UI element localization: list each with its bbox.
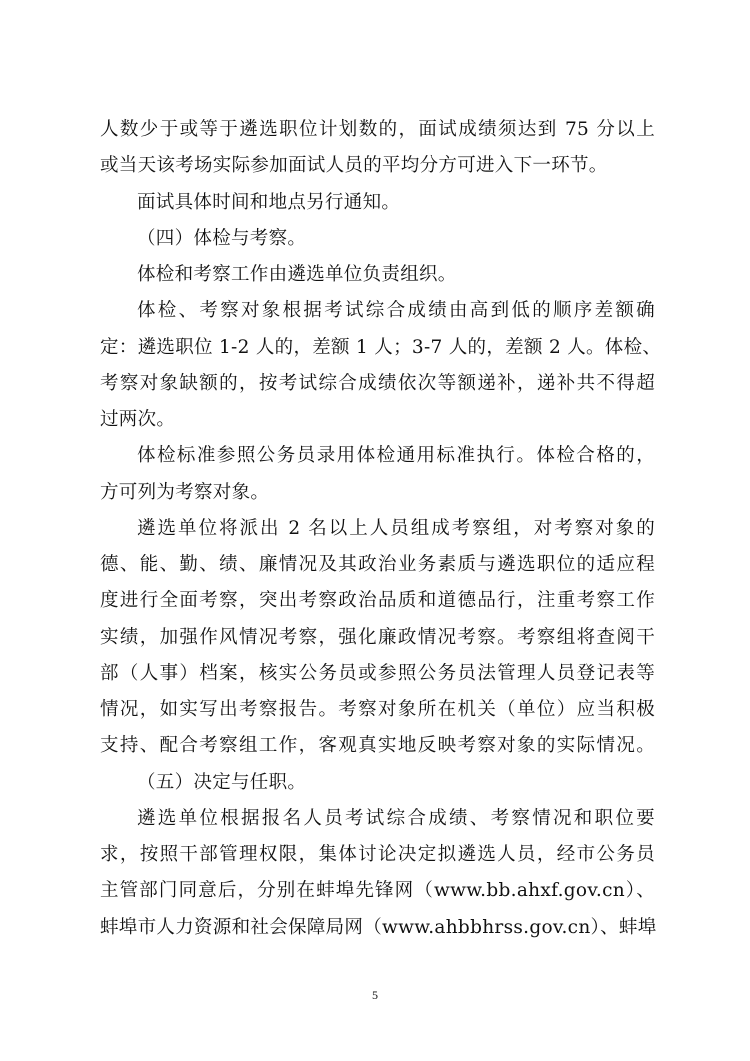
document-body bbox=[100, 112, 662, 946]
text-line: 情况，如实写出考察报告。考察对象所在机关（单位）应当积极 bbox=[100, 699, 655, 720]
text-line: 主管部门同意后，分别在蚌埠先锋网（www.bb.ahxf.gov.cn）、 bbox=[100, 880, 655, 902]
text-line: 支持、配合考察组工作，客观真实地反映考察对象的实际情况。 bbox=[100, 735, 655, 757]
text-line: 考察对象缺额的，按考试综合成绩依次等额递补，递补共不得超 bbox=[100, 372, 655, 394]
text-line: 过两次。 bbox=[100, 409, 176, 430]
text-line: 遴选单位根据报名人员考试综合成绩、考察情况和职位要 bbox=[137, 807, 655, 829]
text-line: 度进行全面考察，突出考察政治品质和道德品行，注重考察工作 bbox=[100, 590, 655, 612]
text-line: 面试具体时间和地点另行通知。 bbox=[137, 191, 401, 213]
text-line: 方可列为考察对象。 bbox=[100, 481, 270, 503]
text-line: 部（人事）档案，核实公务员或参照公务员法管理人员登记表等 bbox=[100, 662, 655, 684]
text-line: 实绩，加强作风情况考察，强化廉政情况考察。考察组将查阅干 bbox=[100, 626, 655, 648]
text-line: 蚌埠市人力资源和社会保障局网（www.ahbbhrss.gov.cn）、蚌埠 bbox=[100, 916, 657, 938]
text-line: 体检标准参照公务员录用体检通用标准执行。体检合格的， bbox=[137, 445, 655, 467]
text-line: 德、能、勤、绩、廉情况及其政治业务素质与遴选职位的适应程 bbox=[100, 554, 655, 575]
page-number: 5 bbox=[372, 988, 378, 1002]
text-line: 遴选单位将派出 2 名以上人员组成考察组，对考察对象的 bbox=[137, 517, 655, 539]
text-line: 人数少于或等于遴选职位计划数的，面试成绩须达到 75 分以上 bbox=[100, 119, 655, 140]
text-line: 或当天该考场实际参加面试人员的平均分方可进入下一环节。 bbox=[100, 155, 608, 177]
text-line: 求，按照干部管理权限，集体讨论决定拟遴选人员，经市公务员 bbox=[100, 844, 655, 865]
text-line: 体检和考察工作由遴选单位负责组织。 bbox=[137, 264, 457, 285]
section-heading: （四）体检与考察。 bbox=[137, 227, 307, 249]
section-heading: （五）决定与任职。 bbox=[137, 771, 307, 793]
text-line: 体检、考察对象根据考试综合成绩由高到低的顺序差额确 bbox=[137, 300, 655, 322]
text-line: 定：遴选职位 1-2 人的，差额 1 人；3-7 人的，差额 2 人。体检、 bbox=[100, 336, 662, 358]
